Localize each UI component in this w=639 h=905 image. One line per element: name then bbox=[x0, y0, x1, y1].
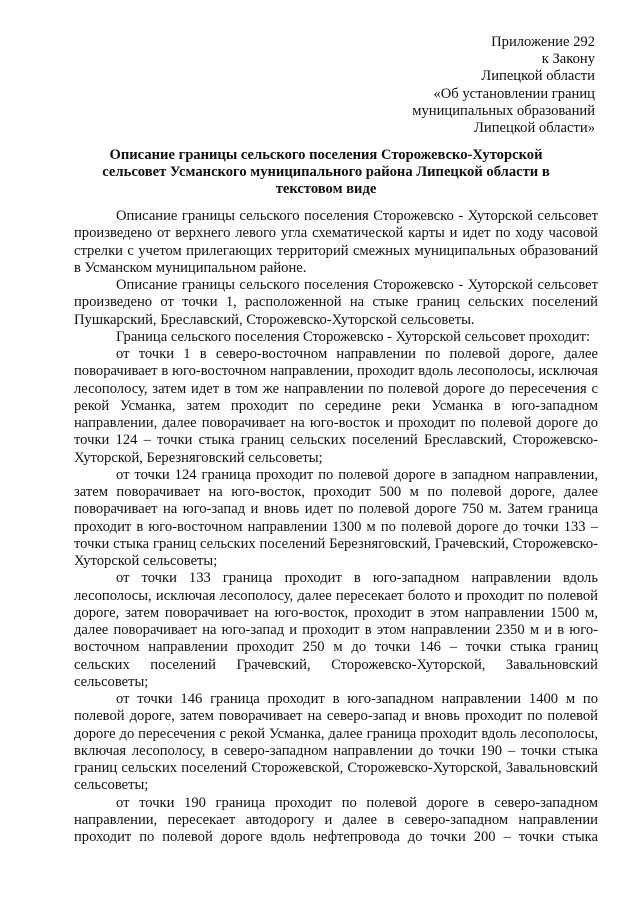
paragraph-point-124: от точки 124 граница проходит по полевой дороге в западном направлении, затем поворачивает на юго-восток, проходит 500 м по полевой дороге, далее поворачивает на юго-запад и вновь идет по полевой дороге 750 м. Затем граница проходит в юго-восточном направлении 1300 м по полевой дороге до точки 133 – точки стыка границ сельских поселений Березняговский, Грачевский, Сторожевско-Хуторской сельсоветы; bbox=[74, 466, 598, 569]
header-line: «Об установлении границ bbox=[433, 85, 595, 102]
paragraph-point-1: от точки 1 в северо-восточном направлении по полевой дороге, далее поворачивает в юго-восточном направлении, проходит вдоль лесополосы, исключая лесополосу, затем идет в том же направлении по полевой дороге до пересечения с рекой Усманка, затем проходит по середине реки Усманка в юго-западном направлении, далее поворачивает на юго-восток и проходит по полевой дороге до точки 124 – точки стыка границ сельских поселений Бреславский, Сторожевско-Хуторской, Березняговский сельсоветы; bbox=[74, 346, 598, 466]
paragraph-starting-point: Описание границы сельского поселения Сторожевско - Хуторской сельсовет произведено от точки 1, расположенной на стыке границ сельских поселений Пушкарский, Бреславский, Сторожевско-Хуторской сельсоветы. bbox=[74, 277, 598, 328]
paragraph-point-146: от точки 146 граница проходит в юго-западном направлении 1400 м по полевой дороге, затем поворачивает на северо-запад и вновь проходит по полевой дороге до пересечения с рекой Усманка, далее граница проходит вдоль лесополосы, включая лесополосу, в северо-западном направлении до точки 190 – точки стыка границ сельских поселений Сторожевской, Сторожевско-Хуторской, Завальновский сельсоветы; bbox=[74, 691, 598, 794]
paragraph-point-133: от точки 133 граница проходит в юго-западном направлении вдоль лесополосы, исключая лесополосу, далее пересекает болото и проходит по полевой дороге, затем поворачивает на юго-восток, проходит в этом направлении 1500 м, далее поворачивает на юго-запад и проходит в этом направлении 2350 м и в юго-восточном направлении проходит 250 м до точки 146 – точки стыка границ сельских поселений Грачевский, Сторожевско-Хуторской, Завальновский сельсоветы; bbox=[74, 570, 598, 690]
header-line: к Закону bbox=[541, 51, 595, 68]
paragraph-description-intro: Описание границы сельского поселения Сторожевско - Хуторской сельсовет произведено от верхнего левого угла схематической карты и идет по ходу часовой стрелки с учетом прилегающих территорий смежных муниципальных образований в Усманском муниципальном районе. bbox=[74, 208, 598, 276]
document-body bbox=[74, 208, 598, 846]
header-line: муниципальных образований bbox=[412, 102, 595, 119]
title-line: текстовом виде bbox=[275, 181, 377, 198]
header-line: Приложение 292 bbox=[491, 34, 595, 50]
title-line: Описание границы сельского поселения Сторожевско-Хуторской bbox=[109, 147, 543, 163]
header-line: Липецкой области bbox=[481, 68, 595, 85]
paragraph-boundary-passes: Граница сельского поселения Сторожевско - Хуторской сельсовет проходит: bbox=[116, 328, 591, 345]
title-line: сельсовет Усманского муниципального района Липецкой области в bbox=[102, 164, 550, 181]
document-title bbox=[88, 147, 564, 199]
paragraph-point-190: от точки 190 граница проходит по полевой дороге в северо-западном направлении, пересекает автодорогу и далее в северо-западном направлении проходит по полевой дороге вдоль нефтепровода до точки 200 – точки стыка bbox=[74, 794, 598, 845]
header-line: Липецкой области» bbox=[474, 120, 595, 137]
appendix-header bbox=[412, 34, 595, 137]
